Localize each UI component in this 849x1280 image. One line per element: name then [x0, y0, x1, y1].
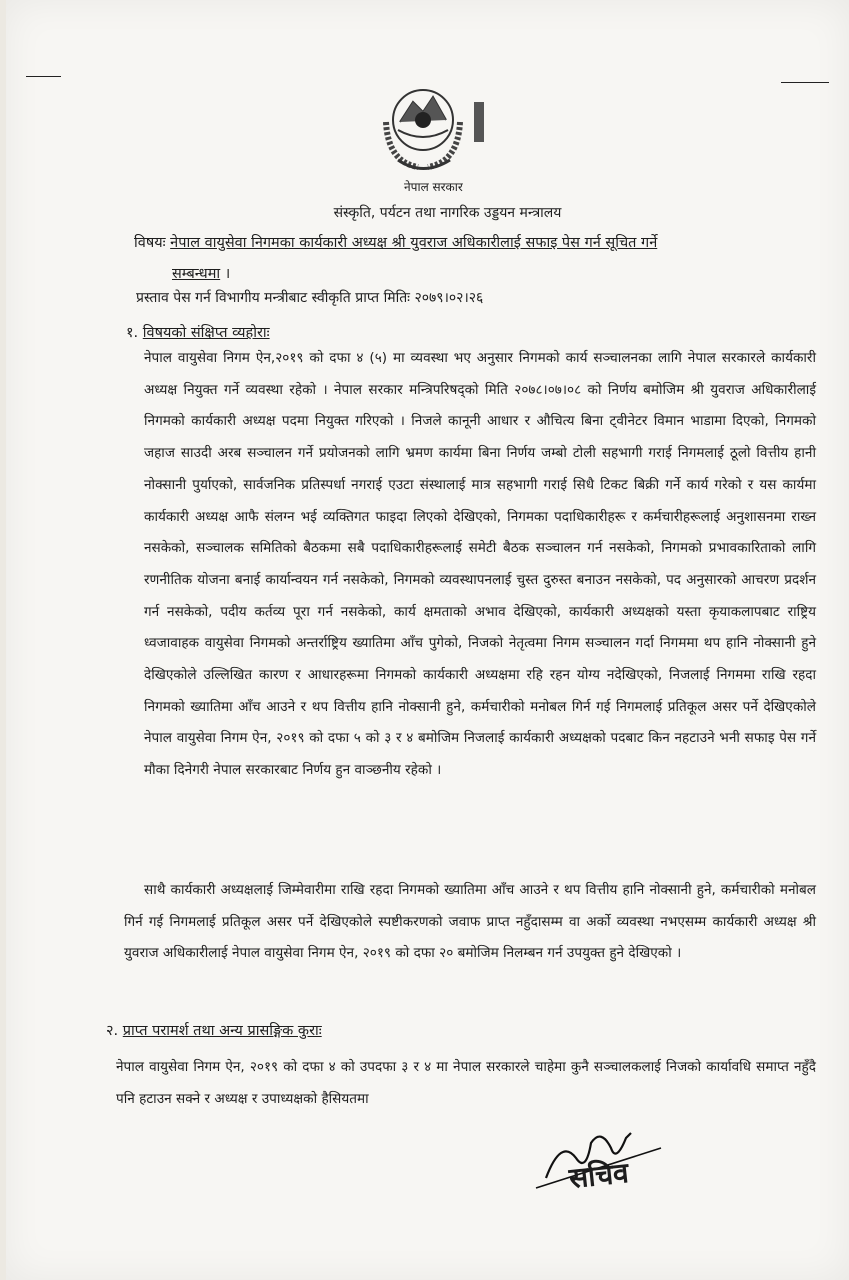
- subject-prefix: विषयः: [134, 235, 166, 251]
- fold-mark-left: [26, 76, 61, 77]
- section-1-paragraph-1: नेपाल वायुसेवा निगम ऐन,२०१९ को दफा ४ (५) मा व्यवस्था भए अनुसार निगमको कार्य सञ्चालनका लागि नेपाल सरकारले कार्यकारी अध्यक्ष नियुक्त गर्ने व्यवस्था रहेको । नेपाल सरकार मन्त्रिपरिषद्को मिति २०७८।०७।०८ को निर्णय बमोजिम श्री युवराज अधिकारीलाई निगमको कार्यकारी अध्यक्ष पदमा नियुक्त गरिएको । निजले कानूनी आधार र औचित्य बिना ट्वीनेटर विमान भाडामा दिएको, निगमको जहाज साउदी अरब सञ्चालन गर्ने प्रयोजनको लागि भ्रमण कार्यमा बिना निर्णय जम्बो टोली सहभागी गराई निगमलाई ठूलो वित्तीय हानी नोक्सानी पुर्याएको, सार्वजनिक प्रतिस्पर्धा नगराई एउटा संस्थालाई मात्र सहभागी गराई सिधै टिकट बिक्री गर्ने कार्य गरेको र यस कार्यमा कार्यकारी अध्यक्ष आफै संलग्न भई व्यक्तिगत फाइदा लिएको देखिएको, निगमका पदाधिकारीहरू र कर्मचारीहरूलाई अनुशासनमा राख्न नसकेको, सञ्चालक समितिको बैठकमा सबै पदाधिकारीहरूलाई समेटी बैठक सञ्चालन गर्न नसकेको, निगमको प्रभावकारिताको लागि रणनीतिक योजना बनाई कार्यान्वयन गर्न नसकेको, निगमको व्यवस्थापनलाई चुस्त दुरुस्त बनाउन नसकेको, पद अनुसारको आचरण प्रदर्शन गर्न नसकेको, पदीय कर्तव्य पूरा गर्न नसकेको, कार्य क्षमताको अभाव देखिएको, कार्यकारी अध्यक्षको यस्ता कृयाकलापबाट राष्ट्रिय ध्वजावाहक वायुसेवा निगमको अन्तर्राष्ट्रिय ख्यातिमा आँच पुगेको, निजको नेतृत्वमा निगम सञ्चालन गर्दा निगममा थप हानि नोक्सानी हुने देखिएकोले उल्लिखित कारण र आधारहरूमा निगमको कार्यकारी अध्यक्षमा रहि रहन योग्य नदेखिएको, निजलाई निगममा राखि रहदा निगमको ख्यातिमा आँच आउने र थप वित्तीय हानि नोक्सानी हुने, कर्मचारीको मनोबल गिर्न गई निगमलाई प्रतिकूल असर पर्ने देखिएकोले नेपाल वायुसेवा निगम ऐन, २०१९ को दफा ५ को ३ र ४ बमोजिम निजलाई कार्यकारी अध्यक्षको पदबाट किन नहटाउने भनी सफाइ पेस गर्ने मौका दिनेगरी नेपाल सरकारबाट निर्णय हुन वाञ्छनीय रहेको ।: [144, 350, 816, 779]
- subject-block: [134, 228, 774, 290]
- signature-title: सचिव: [567, 1155, 631, 1196]
- section-2-paragraph-1: नेपाल वायुसेवा निगम ऐन, २०१९ को दफा ४ को उपदफा ३ र ४ मा नेपाल सरकारले चाहेमा कुनै सञ्चालकलाई निजको कार्यावधि समाप्त नहुँदै पनि हटाउन सक्ने र अध्यक्ष र उपाध्यक्षको हैसियतमा: [116, 1059, 816, 1107]
- subject-line-1: नेपाल वायुसेवा निगमका कार्यकारी अध्यक्ष श्री युवराज अधिकारीलाई सफाइ पेस गर्न सूचित गर्ने: [170, 235, 658, 251]
- approval-date-line: प्रस्ताव पेस गर्न विभागीय मन्त्रीबाट स्वीकृति प्राप्त मितिः २०७९।०२।२६: [136, 290, 484, 306]
- nepal-government-emblem: [378, 82, 498, 192]
- section-1-heading: [126, 322, 270, 342]
- subject-line-2: सम्बन्धमा: [172, 266, 221, 282]
- section-2-number: २.: [106, 1023, 119, 1039]
- fold-mark-right: [781, 82, 829, 83]
- section-2-heading: [106, 1020, 322, 1040]
- section-2-title: प्राप्त परामर्श तथा अन्य प्रासङ्गिक कुराः: [122, 1023, 322, 1039]
- government-label: नेपाल सरकार: [404, 180, 463, 194]
- section-1-paragraph-2: साथै कार्यकारी अध्यक्षलाई जिम्मेवारीमा राखि रहदा निगमको ख्यातिमा आँच आउने र थप वित्तीय हानि नोक्सानी हुने, कर्मचारीको मनोबल गिर्न गई निगमलाई प्रतिकूल असर पर्ने देखिएकोले स्पष्टीकरणको जवाफ प्राप्त नहुँदासम्म वा अर्को व्यवस्था नभएसम्म कार्यकारी अध्यक्ष श्री युवराज अधिकारीलाई नेपाल वायुसेवा निगम ऐन, २०१९ को दफा २० बमोजिम निलम्बन गर्न उपयुक्त हुने देखिएको ।: [124, 882, 816, 962]
- document-page: [6, 0, 849, 1280]
- subject-end-mark: ।: [220, 266, 231, 282]
- ministry-name: संस्कृति, पर्यटन तथा नागरिक उड्डयन मन्त्रालय: [333, 205, 562, 221]
- section-1-number: १.: [126, 325, 139, 341]
- section-1-title: विषयको संक्षिप्त व्यहोराः: [142, 325, 270, 341]
